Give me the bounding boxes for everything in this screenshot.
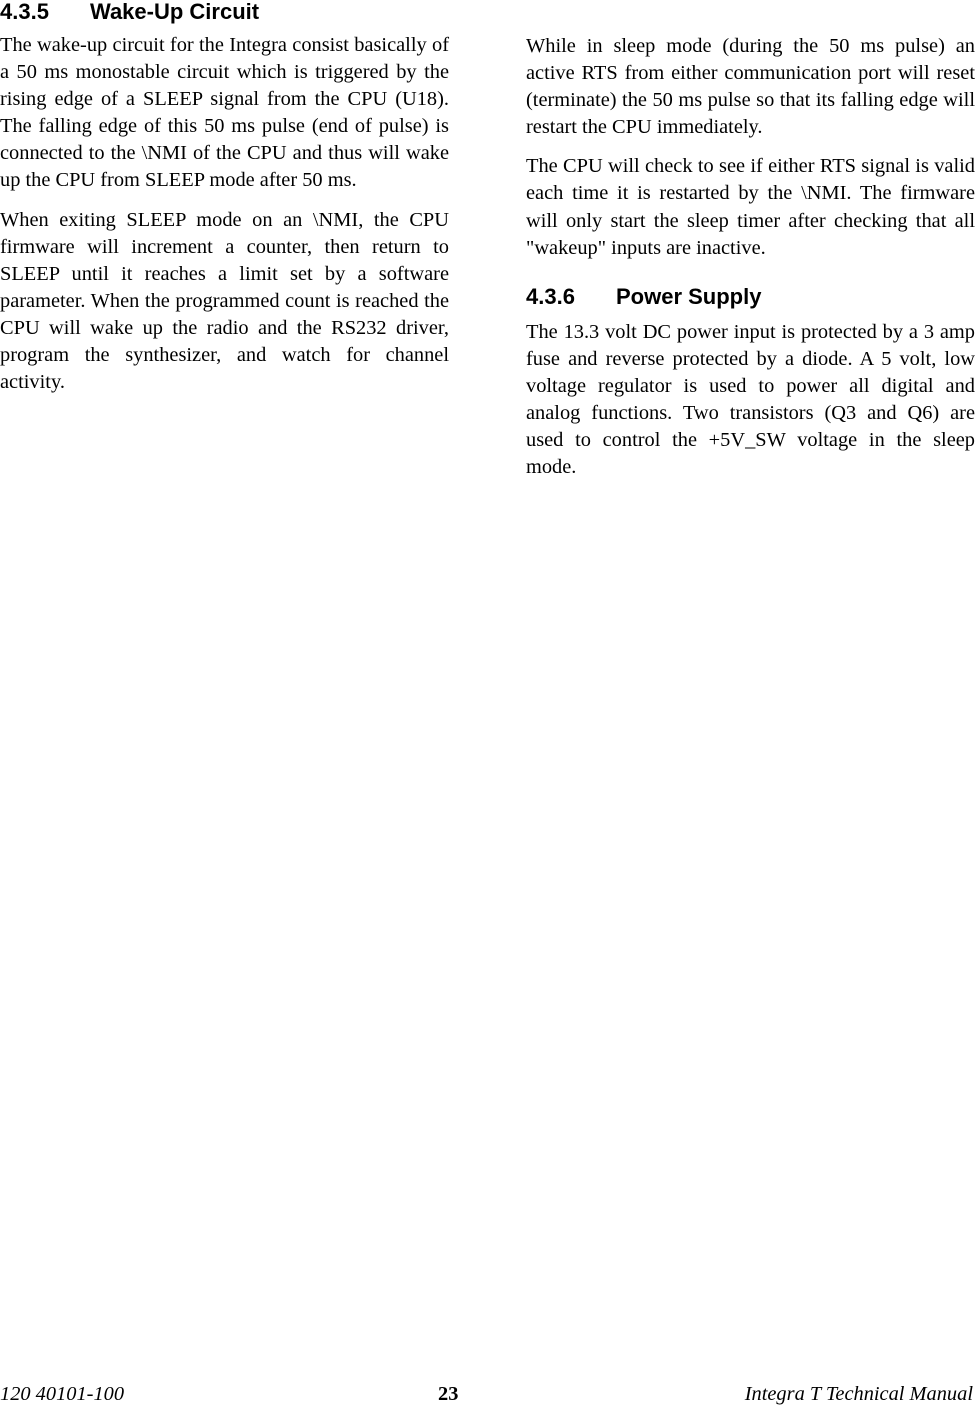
paragraph: When exiting SLEEP mode on an \NMI, the CPU firmware will increment a counter, then return to SLEEP until it reaches a limit set by a software parameter. When the programmed count is reached the CPU will wake up the radio and the RS232 driver, program the synthesizer, and watch for channel activity.	[0, 208, 449, 394]
paragraph: The wake-up circuit for the Integra consist basically of a 50 ms monostable circuit which is triggered by the rising edge of a SLEEP signal from the CPU (U18). The falling edge of this 50 ms pulse (end of pulse) is connected to the \NMI of the CPU and thus will wake up the CPU from SLEEP mode after 50 ms.	[0, 34, 449, 192]
left-column	[0, 0, 449, 408]
section-title: Power Supply	[616, 283, 762, 309]
page-number: 23	[438, 1383, 459, 1405]
page-footer	[0, 1381, 975, 1407]
section-heading-power-supply	[526, 284, 975, 310]
section-number: 4.3.6	[526, 283, 575, 309]
manual-title: Integra T Technical Manual	[744, 1383, 973, 1405]
right-column	[526, 0, 975, 493]
paragraph: The 13.3 volt DC power input is protected by a 3 amp fuse and reverse protected by a diode. A 5 volt, low voltage regulator is used to power all digital and analog functions. Two transistors (Q3 and Q6) are used to control the +5V_SW voltage in the sleep mode.	[526, 320, 975, 479]
section-title: Wake-Up Circuit	[90, 0, 260, 24]
document-number: 120 40101-100	[0, 1383, 125, 1405]
paragraph: While in sleep mode (during the 50 ms pulse) an active RTS from either communication port will reset (terminate) the 50 ms pulse so that its falling edge will restart the CPU immediately.	[526, 35, 975, 139]
section-heading-wake-up-circuit	[0, 0, 449, 25]
paragraph: The CPU will check to see if either RTS signal is valid each time it is restarted by the \NMI. The firmware will only start the sleep timer after checking that all "wakeup" inputs are inactive.	[526, 155, 975, 259]
section-number: 4.3.5	[0, 0, 49, 24]
